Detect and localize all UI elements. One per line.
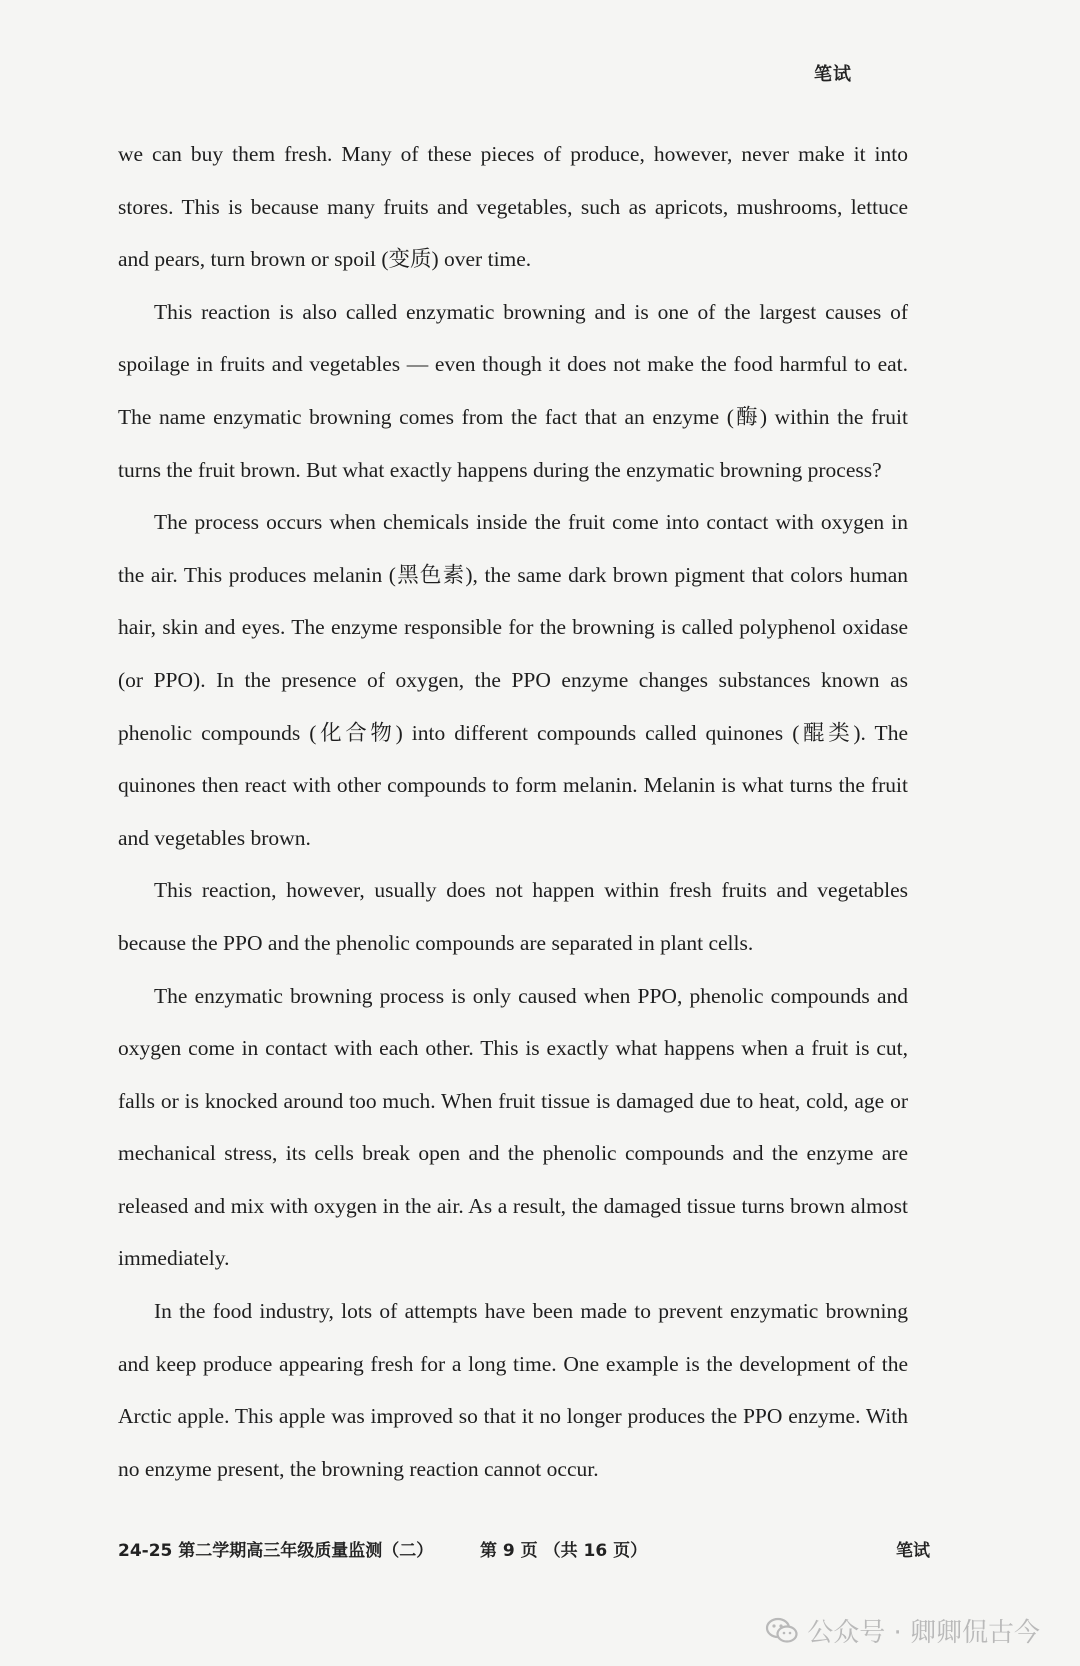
header-tag: 笔试 [814, 64, 852, 85]
watermark [765, 1612, 1040, 1649]
footer-page-number: 第 9 页 （共 16 页） [480, 1541, 648, 1561]
footer-exam-title: 24-25 第二学期高三年级质量监测（二） [118, 1541, 434, 1561]
footer-tag: 笔试 [896, 1541, 930, 1561]
page-footer [118, 1536, 930, 1562]
paragraph-4: This reaction, however, usually does not happen within fresh fruits and vegetables because the PPO and the phenolic compounds are separated in plant cells. [118, 878, 908, 955]
passage [118, 128, 908, 1495]
paragraph-3: The process occurs when chemicals inside the fruit come into contact with oxygen in the air. This produces melanin (黑色素), the same dark brown pigment that colors human hair, skin and eyes. The enzyme responsible for the browning is called polyphenol oxidase (or PPO). In the presence of oxygen, the PPO enzyme changes substances known as phenolic compounds (化合物) into different compounds called quinones (醌类). The quinones then react with other compounds to form melanin. Melanin is what turns the fruit and vegetables brown. [118, 510, 908, 850]
wechat-icon [765, 1616, 799, 1646]
paragraph-1: we can buy them fresh. Many of these pieces of produce, however, never make it into stores. This is because many fruits and vegetables, such as apricots, mushrooms, lettuce and pears, turn brown or spoil (变质) over time. [118, 142, 908, 272]
paragraph-6: In the food industry, lots of attempts have been made to prevent enzymatic browning and keep produce appearing fresh for a long time. One example is the development of the Arctic apple. This apple was improved so that it no longer produces the PPO enzyme. With no enzyme present, the browning reaction cannot occur. [118, 1299, 908, 1481]
paragraph-5: The enzymatic browning process is only caused when PPO, phenolic compounds and oxygen come in contact with each other. This is exactly what happens when a fruit is cut, falls or is knocked around too much. When fruit tissue is damaged due to heat, cold, age or mechanical stress, its cells break open and the phenolic compounds and the enzyme are released and mix with oxygen in the air. As a result, the damaged tissue turns brown almost immediately. [118, 983, 908, 1271]
paragraph-2: This reaction is also called enzymatic browning and is one of the largest causes of spoilage in fruits and vegetables — even though it does not make the food harmful to eat. The name enzymatic browning comes from the fact that an enzyme (酶) within the fruit turns the fruit brown. But what exactly happens during the enzymatic browning process? [118, 299, 908, 482]
watermark-text: 公众号 · 卿卿侃古今 [807, 1618, 1040, 1648]
